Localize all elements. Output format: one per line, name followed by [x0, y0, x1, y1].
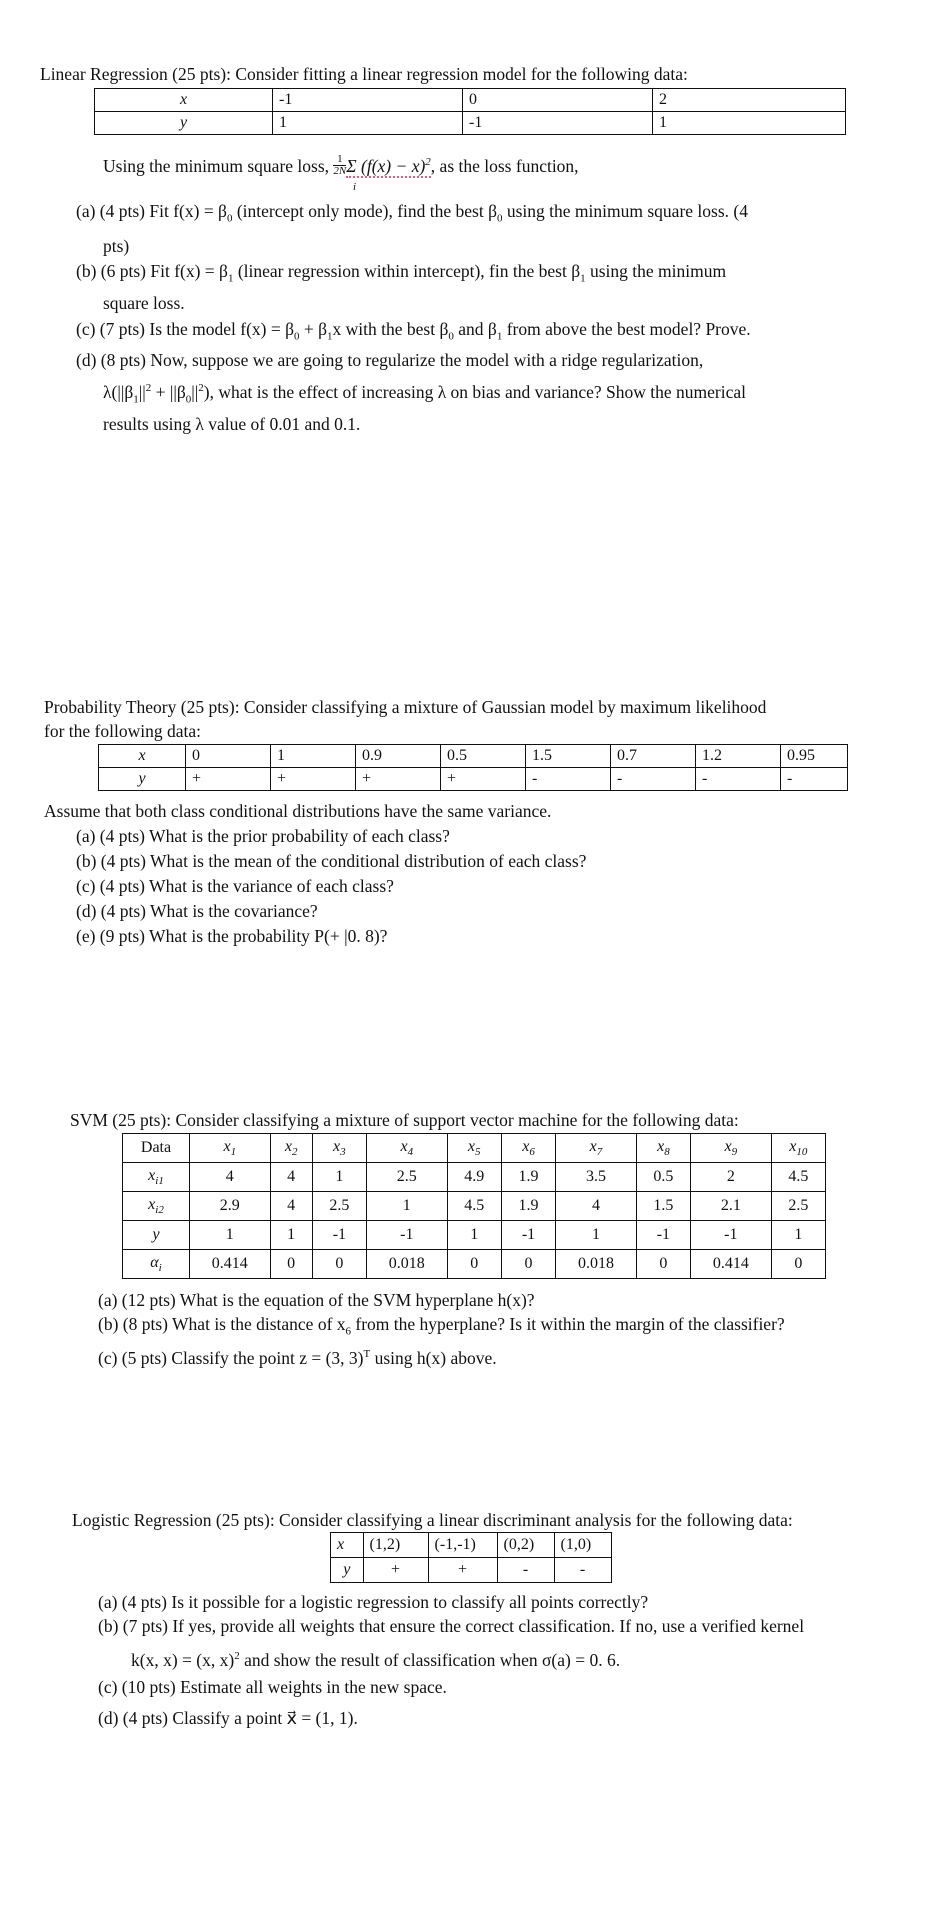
svm-col-x5: $x_5$: [447, 1134, 501, 1163]
linreg-cell: 1: [653, 112, 846, 135]
prob-cell: -: [696, 768, 781, 791]
prob-cell: 0.5: [441, 745, 526, 768]
svm-cell: 4.5: [771, 1163, 825, 1192]
svm-cell: 0.414: [691, 1250, 772, 1279]
svm-header-label: Data: [123, 1134, 190, 1163]
svm-row-alpha: [123, 1250, 826, 1279]
prob-question-a: (a) (4 pts) What is the prior probability of each class?: [76, 826, 450, 846]
prob-cell: 1.5: [526, 745, 611, 768]
svm-cell: 0: [771, 1250, 825, 1279]
prob-question-d: (d) (4 pts) What is the covariance?: [76, 901, 318, 921]
svm-cell: -1: [312, 1221, 366, 1250]
svm-cell: 1: [556, 1221, 637, 1250]
svm-cell: 0: [270, 1250, 312, 1279]
logreg-question-d: (d) (4 pts) Classify a point x⃗ = (1, 1).: [98, 1708, 358, 1728]
svm-question-a: (a) (12 pts) What is the equation of the SVM hyperplane h(x)?: [98, 1290, 535, 1310]
svm-cell: 2.5: [312, 1192, 366, 1221]
svm-cell: 4: [270, 1163, 312, 1192]
linreg-question-d: (d) (8 pts) Now, suppose we are going to regularize the model with a ridge regularization,: [76, 350, 704, 370]
prob-cell: -: [781, 768, 848, 791]
svm-row-label: $x_{i1}$: [123, 1163, 190, 1192]
svm-cell: 1: [270, 1221, 312, 1250]
svm-col-x2: $x_2$: [270, 1134, 312, 1163]
svm-cell: 2: [691, 1163, 772, 1192]
logreg-cell: +: [363, 1558, 428, 1583]
svm-cell: 2.9: [190, 1192, 271, 1221]
linreg-table: [94, 88, 846, 135]
logreg-cell: (-1,-1): [428, 1533, 497, 1558]
svm-cell: -1: [636, 1221, 690, 1250]
svm-cell: 1.5: [636, 1192, 690, 1221]
logreg-cell: -: [554, 1558, 611, 1583]
svm-col-x4: $x_4$: [367, 1134, 448, 1163]
svm-question-b: (b) (8 pts) What is the distance of $x_6$ from the hyperplane? Is it within the margin of the classifier?: [98, 1314, 785, 1338]
svm-cell: 0: [636, 1250, 690, 1279]
prob-cell: +: [186, 768, 271, 791]
svm-col-x6: $x_6$: [501, 1134, 555, 1163]
prob-question-e: (e) (9 pts) What is the probability P(+ |0. 8)?: [76, 926, 388, 946]
svm-col-x10: $x_{10}$: [771, 1134, 825, 1163]
linreg-question-a: (a) (4 pts) Fit $f(x) = \beta_0$ (intercept only mode), find the best $\beta_0$ using the minimum square loss. (4: [76, 201, 748, 225]
svm-row-xi1: [123, 1163, 826, 1192]
logreg-cell: +: [428, 1558, 497, 1583]
loss-sum-index: i: [353, 181, 357, 193]
linreg-intro-suffix: , as the loss function,: [430, 156, 579, 176]
linreg-question-d-cont: results using λ value of 0.01 and 0.1.: [103, 414, 361, 434]
svm-row-xi2: [123, 1192, 826, 1221]
svm-row-label: $\alpha_i$: [123, 1250, 190, 1279]
prob-cell: 1: [271, 745, 356, 768]
svm-col-x8: $x_8$: [636, 1134, 690, 1163]
linreg-question-a-cont: pts): [103, 236, 130, 256]
svm-cell: 2.5: [771, 1192, 825, 1221]
svm-cell: 1: [771, 1221, 825, 1250]
svm-row-label: $x_{i2}$: [123, 1192, 190, 1221]
svm-cell: 0.5: [636, 1163, 690, 1192]
linreg-cell: -1: [273, 89, 463, 112]
svm-question-c: (c) (5 pts) Classify the point z = (3, 3)$^T$ using h(x) above.: [98, 1348, 497, 1368]
linreg-row-label-y: y: [95, 112, 273, 135]
prob-cell: 0.9: [356, 745, 441, 768]
logreg-table: [330, 1532, 612, 1583]
svm-cell: 1: [312, 1163, 366, 1192]
logreg-question-c: (c) (10 pts) Estimate all weights in the new space.: [98, 1677, 447, 1697]
prob-question-b: (b) (4 pts) What is the mean of the conditional distribution of each class?: [76, 851, 587, 871]
linreg-cell: 0: [463, 89, 653, 112]
svm-cell: 0.414: [190, 1250, 271, 1279]
linreg-question-d-formula: $\lambda(||\beta_1||^2 + ||\beta_0||^2)$, what is the effect of increasing λ on bias and variance? Show the numerical: [103, 382, 746, 406]
linreg-heading: Linear Regression (25 pts): Consider fitting a linear regression model for the following data:: [40, 64, 688, 84]
svm-cell: 4: [270, 1192, 312, 1221]
linreg-question-c: (c) (7 pts) Is the model $f(x) = \beta_0 + \beta_1x$ with the best $\beta_0$ and $\beta_1$ from above the best model? Prove.: [76, 319, 751, 343]
svm-cell: 0.018: [367, 1250, 448, 1279]
linreg-cell: -1: [463, 112, 653, 135]
linreg-question-b: (b) (6 pts) Fit $f(x) = \beta_1$ (linear regression within intercept), fin the best $\beta_1$ using the minimum: [76, 261, 727, 285]
loss-body: Σ $(f(x) - x)^2$: [346, 156, 431, 176]
logreg-question-b: (b) (7 pts) If yes, provide all weights that ensure the correct classification. If no, use a verified kernel: [98, 1616, 805, 1636]
prob-cell: +: [441, 768, 526, 791]
logreg-row-label-y: y: [331, 1558, 364, 1583]
linreg-question-b-cont: square loss.: [103, 293, 185, 313]
svm-heading: SVM (25 pts): Consider classifying a mixture of support vector machine for the following data:: [70, 1110, 739, 1130]
prob-question-c: (c) (4 pts) What is the variance of each class?: [76, 876, 394, 896]
svm-cell: -1: [367, 1221, 448, 1250]
prob-cell: +: [356, 768, 441, 791]
svm-cell: 1.9: [501, 1163, 555, 1192]
svm-cell: 1.9: [501, 1192, 555, 1221]
linreg-row-label-x: x: [95, 89, 273, 112]
svm-col-x3: $x_3$: [312, 1134, 366, 1163]
prob-cell: 0.7: [611, 745, 696, 768]
svm-col-x1: $x_1$: [190, 1134, 271, 1163]
svm-cell: 0: [447, 1250, 501, 1279]
prob-table: [98, 744, 848, 791]
linreg-intro-prefix: Using the minimum square loss,: [103, 156, 330, 176]
logreg-cell: (0,2): [497, 1533, 554, 1558]
svm-cell: 1: [367, 1192, 448, 1221]
svm-col-x7: $x_7$: [556, 1134, 637, 1163]
svm-cell: 0: [312, 1250, 366, 1279]
logreg-cell: (1,2): [363, 1533, 428, 1558]
svm-cell: -1: [501, 1221, 555, 1250]
logreg-cell: (1,0): [554, 1533, 611, 1558]
linreg-intro: [103, 153, 579, 178]
svm-cell: 3.5: [556, 1163, 637, 1192]
logreg-heading: Logistic Regression (25 pts): Consider classifying a linear discriminant analysis for the following data:: [72, 1510, 793, 1530]
logreg-question-b-kernel: k(x, x) = (x, x)$^2$ and show the result of classification when σ(a) = 0. 6.: [131, 1650, 621, 1670]
svm-cell: 0: [501, 1250, 555, 1279]
loss-fraction-num: 1: [333, 154, 346, 166]
svm-cell: 4: [556, 1192, 637, 1221]
loss-fraction: [333, 154, 346, 177]
prob-cell: 0: [186, 745, 271, 768]
svm-row-label: y: [123, 1221, 190, 1250]
svm-cell: 1: [190, 1221, 271, 1250]
svm-cell: 4.9: [447, 1163, 501, 1192]
prob-assumption: Assume that both class conditional distributions have the same variance.: [44, 801, 552, 821]
prob-row-label-y: y: [99, 768, 186, 791]
loss-fraction-den: 2N: [333, 165, 347, 178]
svm-col-x9: $x_9$: [691, 1134, 772, 1163]
prob-cell: 0.95: [781, 745, 848, 768]
linreg-cell: 2: [653, 89, 846, 112]
svm-cell: -1: [691, 1221, 772, 1250]
svm-cell: 4.5: [447, 1192, 501, 1221]
prob-cell: 1.2: [696, 745, 781, 768]
svm-table: [122, 1133, 826, 1279]
linreg-cell: 1: [273, 112, 463, 135]
prob-cell: -: [611, 768, 696, 791]
prob-heading: Probability Theory (25 pts): Consider classifying a mixture of Gaussian model by maximum likelihood: [44, 697, 767, 717]
svm-cell: 0.018: [556, 1250, 637, 1279]
svm-row-y: [123, 1221, 826, 1250]
prob-cell: +: [271, 768, 356, 791]
svm-cell: 4: [190, 1163, 271, 1192]
svm-cell: 1: [447, 1221, 501, 1250]
logreg-question-a: (a) (4 pts) Is it possible for a logistic regression to classify all points correctly?: [98, 1592, 649, 1612]
logreg-row-label-x: x⃗: [331, 1533, 364, 1558]
prob-row-label-x: x: [99, 745, 186, 768]
svm-cell: 2.5: [367, 1163, 448, 1192]
prob-heading-cont: for the following data:: [44, 721, 201, 741]
logreg-cell: -: [497, 1558, 554, 1583]
prob-cell: -: [526, 768, 611, 791]
svm-cell: 2.1: [691, 1192, 772, 1221]
